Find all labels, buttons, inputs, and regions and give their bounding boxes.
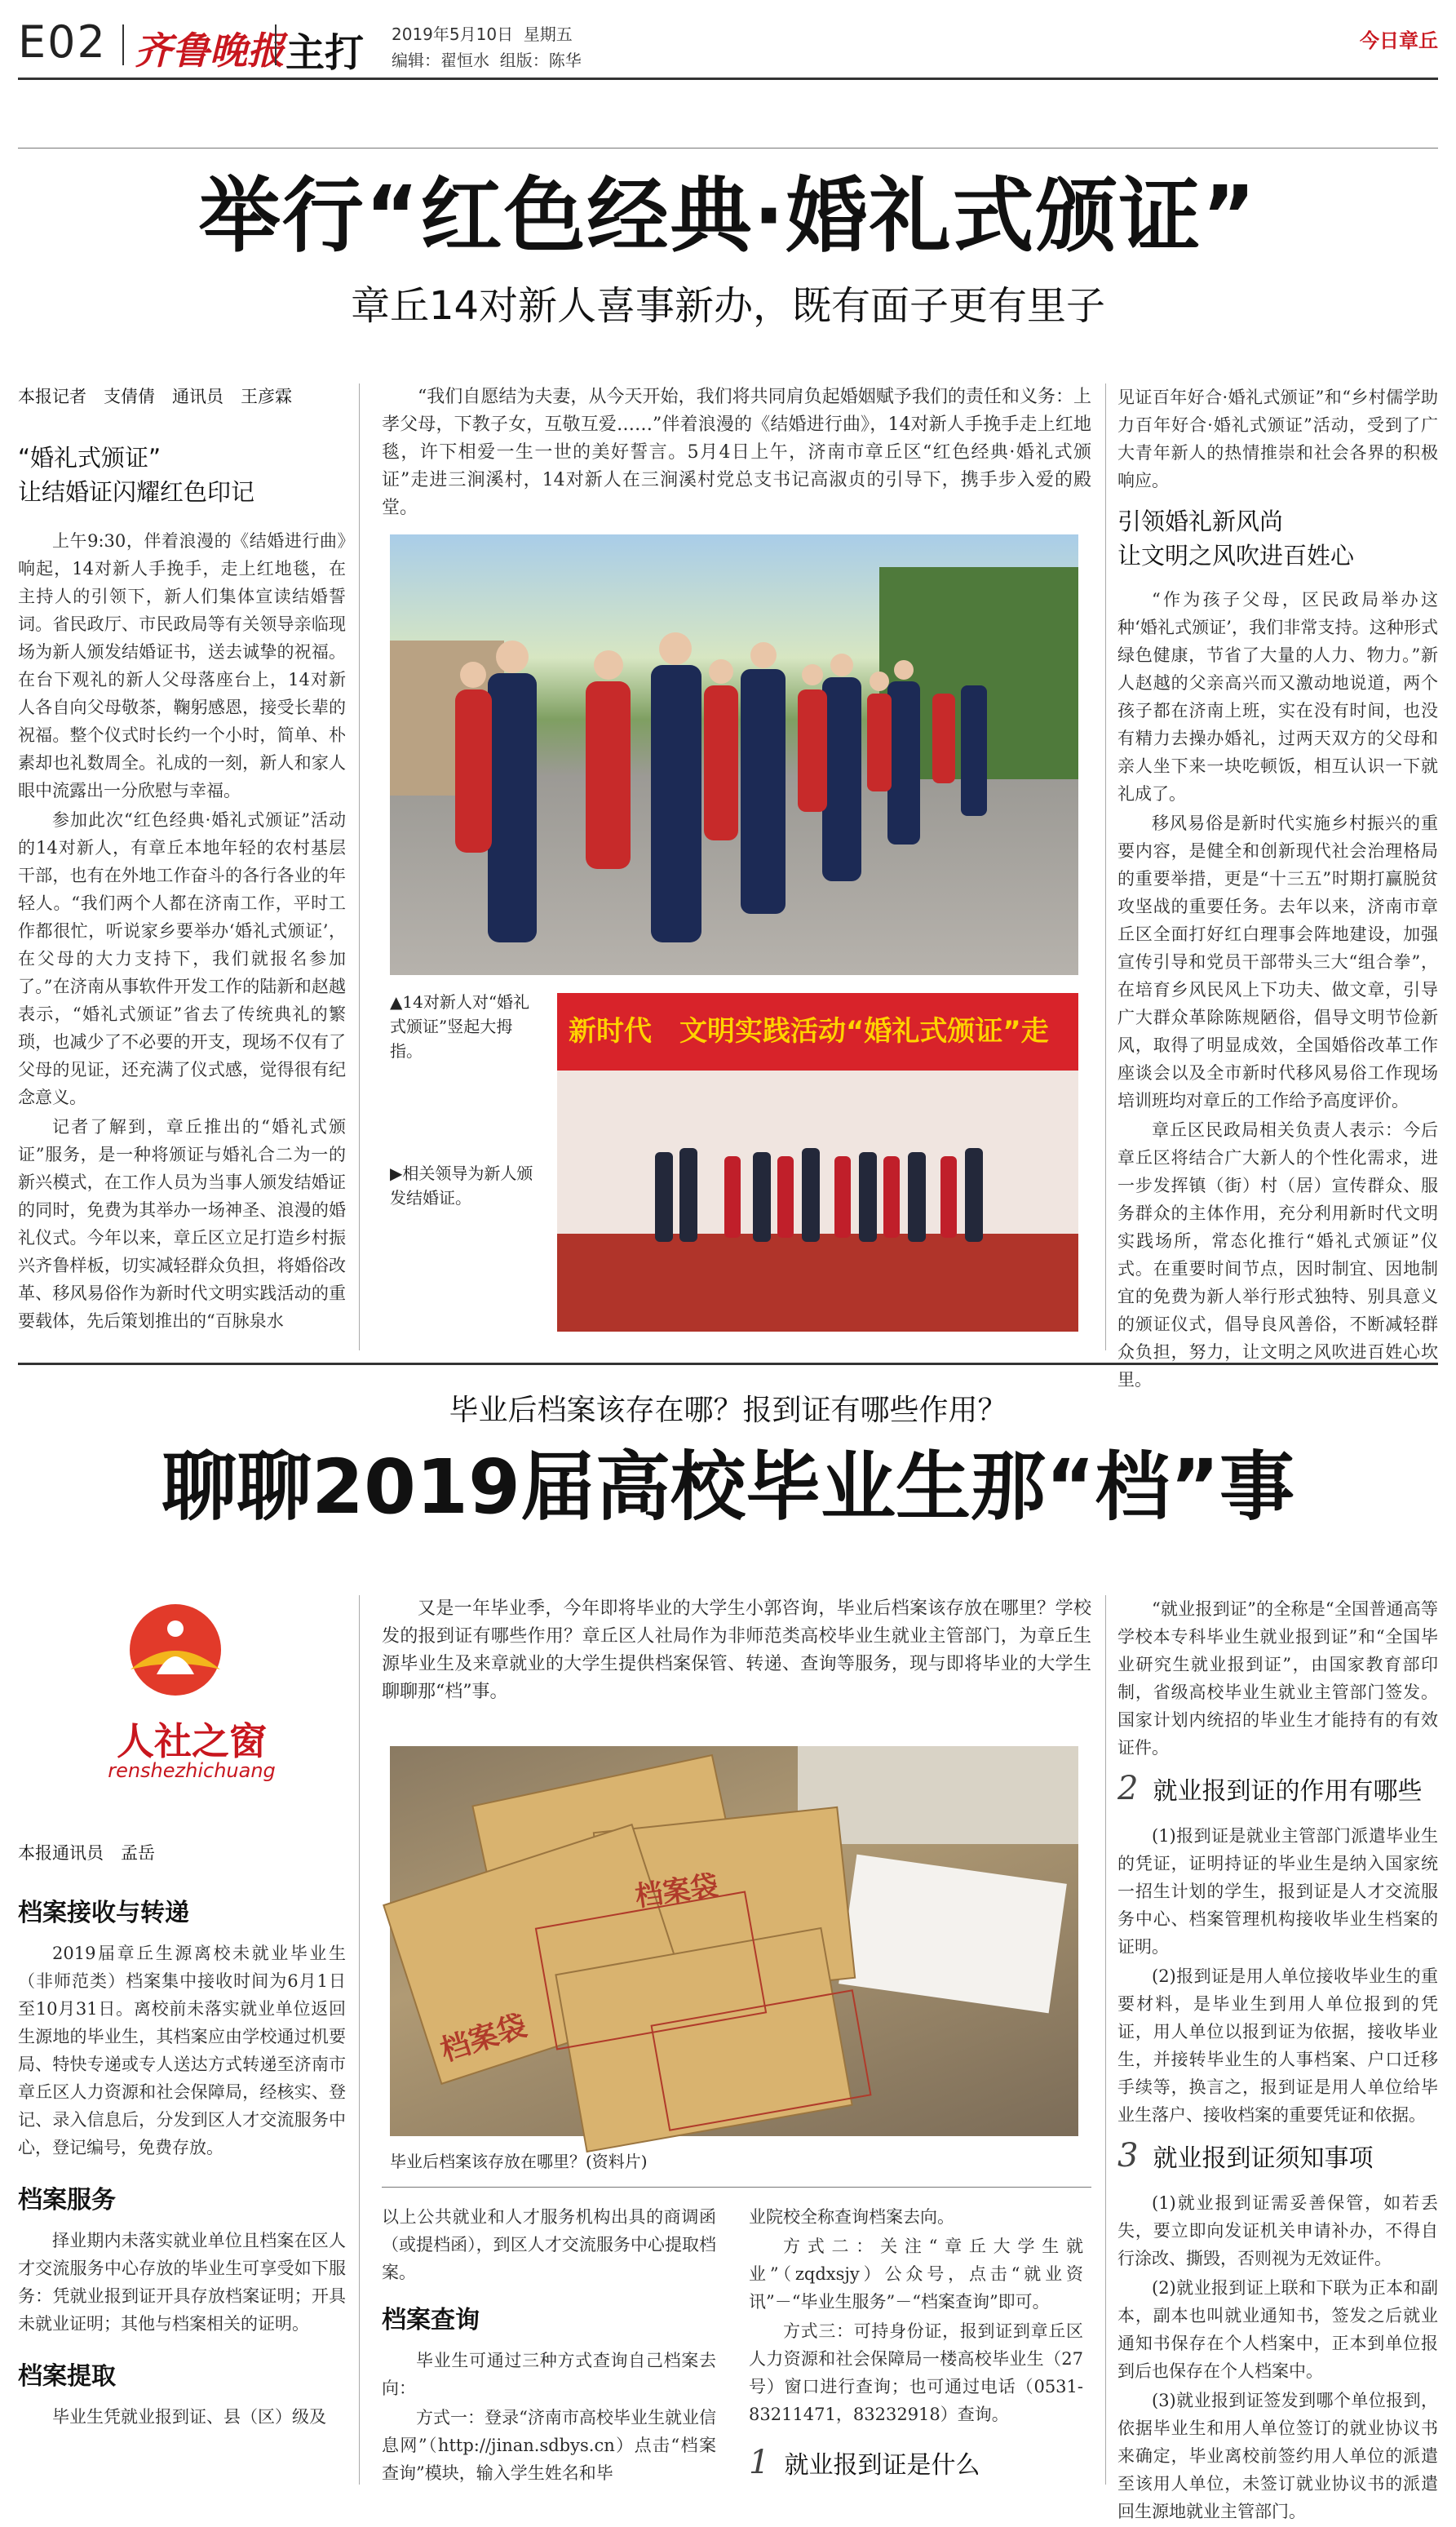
story1-section1-title-line1: “婚礼式颁证” bbox=[18, 444, 162, 472]
issue-date bbox=[392, 21, 573, 45]
story1-section2-title bbox=[1117, 504, 1438, 573]
q1-number: 1 bbox=[749, 2444, 770, 2481]
story2-col3-top: “就业报到证”的全称是“全国普通高等学校本专科毕业生就业报到证”和“全国毕业研究生就业报到证”，由国家教育部印制，省级高校毕业生就业主管部门签发。国家计划内统招的毕业生才能持有的有效证件。 bbox=[1117, 1599, 1438, 1758]
story2-headline: 聊聊2019届高校毕业生那“档”事 bbox=[162, 1443, 1294, 1531]
story1-col1-paragraph: 上午9:30，伴着浪漫的《结婚进行曲》响起，14对新人手挽手，走上红地毯，在主持人的引领下，新人们集体宣读结婚誓词。省民政厅、市民政局等有关领导亲临现场为新人颁发结婚证书，送去诚挚的祝福。在台下观礼的新人父母落座台上，14对新人各自向父母敬茶，鞠躬感恩，接受长辈的祝福。整个仪式时长约一个小时，简单、朴素却也礼数周全。礼成的一刻，新人和家人眼中流露出一分欣慰与幸福。 bbox=[18, 531, 346, 800]
photo1-caption: ▲14对新人对“婚礼式颁证”竖起大拇指。 bbox=[390, 992, 530, 1061]
story1-col1 bbox=[18, 383, 346, 1337]
story2-query-paragraph: 方式一：登录“济南市高校毕业生就业信息网”（http://jinan.sdbys.cn）点击“档案查询”模块，输入学生姓名和毕 bbox=[382, 2408, 716, 2483]
edition-label: 今日章丘 bbox=[1360, 29, 1438, 52]
editor-credit bbox=[392, 47, 582, 71]
story1-col3-paragraph: 移风易俗是新时代实施乡村振兴的重要内容，是健全和创新现代社会治理格局的重要举措，更是“十三五”时期打赢脱贫攻坚战的重要任务。去年以来，济南市章丘区全面打好红白理事会阵地建设，加强宣传引导和党员干部带头三大“组合拳”，在培育乡风民风上下功夫、做文章，引导广大群众革除陈规陋俗，倡导文明节俭新风，取得了明显成效，全国婚俗改革工作座谈会以及全市新时代移风易俗工作现场培训班均对章丘的工作给予高度评价。 bbox=[1117, 814, 1438, 1111]
q3-paragraph: (1)就业报到证需妥善保管，如若丢失，要立即向发证机关申请补办，不得自行涂改、撕毁，否则视为无效证件。 bbox=[1117, 2193, 1438, 2268]
story1-section1-title bbox=[18, 441, 346, 509]
story1-subheadline: 章丘14对新人喜事新办，既有面子更有里子 bbox=[350, 283, 1106, 329]
header-divider-2 bbox=[275, 24, 277, 65]
story-separator bbox=[18, 1363, 1438, 1365]
story2-col2a-continuation: 以上公共就业和人才服务机构出具的商调函（或提档函），到区人才交流服务中心提取档案。 bbox=[382, 2207, 716, 2282]
q3-paragraph: (3)就业报到证签发到哪个单位报到，依据毕业生和用人单位签订的就业协议书来确定，毕业离校前签约用人单位的派遣至该用人单位，未签订就业协议书的派遣回生源地就业主管部门。 bbox=[1117, 2391, 1438, 2521]
story2-paragraph-transfer: 2019届章丘生源离校未就业毕业生（非师范类）档案集中接收时间为6月1日至10月31日。离校前未落实就业单位返回生源地的毕业生，其档案应由学校通过机要局、特快专递或专人送达方式转递至济南市章丘区人力资源和社会保障局，经核实、登记、录入信息后，分发到区人才交流服务中心，登记编号，免费存放。 bbox=[18, 1944, 346, 2157]
q2-paragraph: (2)报到证是用人单位接收毕业生的重要材料，是毕业生到用人单位报到的凭证，用人单位以报到证为依据，接收毕业生，并接转毕业生的人事档案、户口迁移手续等，换言之，报到证是用人单位给毕业生落户、接收档案的重要凭证和依据。 bbox=[1117, 1966, 1438, 2125]
story1-section1-title-line2: 让结婚证闪耀红色印记 bbox=[18, 478, 255, 506]
story1-section2-title-line2: 让文明之风吹进百姓心 bbox=[1117, 542, 1355, 570]
story2-heading-pickup: 档案提取 bbox=[18, 2362, 116, 2391]
page-code: E02 bbox=[18, 16, 107, 68]
q2-title: 就业报到证的作用有哪些 bbox=[1153, 1777, 1423, 1806]
issue-weekday: 星期五 bbox=[523, 24, 573, 44]
story1-section2-title-line1: 引领婚礼新风尚 bbox=[1117, 508, 1284, 535]
story2-col3 bbox=[1117, 1595, 1438, 2527]
story2-col2b-paragraph: 业院校全称查询档案去向。 bbox=[749, 2207, 954, 2227]
story1-col3-paragraph: 章丘区民政局相关负责人表示：今后章丘区将结合广大新人的个性化需求，进一步发挥镇（街）村（居）宣传群众、服务群众的主体作用，充分利用新时代文明实践场所，常态化推行“婚礼式颁证”仪式。在重要时间节点，因时制宜、因地制宜的免费为新人举行形式独特、别具意义的颁证仪式，倡导良风善俗，不断减轻群众负担，努力，让文明之风吹进百姓心坎里。 bbox=[1117, 1120, 1438, 1390]
story2-intro: 又是一年毕业季，今年即将毕业的大学生小郭咨询，毕业后档案该存放在哪里？学校发的报到证有哪些作用？章丘区人社局作为非师范类高校毕业生就业主管部门，为章丘生源毕业生及来章就业的大学生提供档案保管、转递、查询等服务，现与即将毕业的大学生聊聊那“档”事。 bbox=[382, 1598, 1091, 1702]
story2-col-divider-2 bbox=[1105, 1595, 1106, 2485]
story2-byline: 本报通讯员 孟岳 bbox=[18, 1843, 155, 1863]
q2-number: 2 bbox=[1117, 1770, 1139, 1807]
editor-name: 编辑：翟恒水 bbox=[392, 51, 489, 70]
ceremony-illustration bbox=[557, 993, 1078, 1332]
story1-headline: 举行“红色经典·婚礼式颁证” bbox=[198, 168, 1258, 264]
story2-col2-intro bbox=[382, 1595, 1091, 1708]
story1-col2 bbox=[382, 383, 1091, 524]
story1-col1-paragraph: 记者了解到，章丘推出的“婚礼式颁证”服务，是一种将颁证与婚礼合二为一的新兴模式，在工作人员为当事人颁发结婚证的同时，免费为其举办一场神圣、浪漫的婚礼仪式。今年以来，章丘区立足打造乡村振兴齐鲁样板，切实减轻群众负担，将婚俗改革、移风易俗作为新时代文明实践活动的重要载体，先后策划推出的“百脉泉水 bbox=[18, 1117, 346, 1331]
story1-col3-continuation: 见证百年好合·婚礼式颁证”和“乡村儒学助力百年好合·婚礼式颁证”活动，受到了广大青年新人的热情推崇和社会各界的积极响应。 bbox=[1117, 388, 1438, 490]
story2-photo-caption: 毕业后档案该存放在哪里？(资料片) bbox=[390, 2152, 648, 2171]
couples-illustration bbox=[390, 534, 1078, 975]
story1-col-divider-2 bbox=[1105, 383, 1106, 1350]
story1-col-divider-1 bbox=[359, 383, 360, 1350]
story1-col3-paragraph: “作为孩子父母，区民政局举办这种‘婚礼式颁证’，我们非常支持。这种形式绿色健康，节省了大量的人力、物力。”新人赵越的父亲高兴而又激动地说道，两个孩子都在济南上班，实在没有时间，也没有精力去操办婚礼，过两天双方的父母和亲人坐下来一块吃顿饭，相互认识一下就礼成了。 bbox=[1117, 590, 1438, 804]
header-divider-1 bbox=[122, 24, 124, 65]
story2-heading-transfer: 档案接收与转递 bbox=[18, 1899, 189, 1927]
q3-number: 3 bbox=[1117, 2137, 1139, 2175]
section-title: 主打 bbox=[285, 30, 365, 76]
story1-col3 bbox=[1117, 383, 1438, 1390]
folder-label: 档案袋 bbox=[633, 1869, 720, 1913]
q3-heading bbox=[1117, 2137, 1438, 2175]
q1-heading bbox=[749, 2444, 1083, 2481]
story2-heading-service: 档案服务 bbox=[18, 2186, 116, 2214]
ceremony-banner: 新时代 文明实践活动“婚礼式颁证”走 bbox=[557, 993, 1078, 1071]
story1-photo-ceremony bbox=[557, 993, 1078, 1332]
q2-heading bbox=[1117, 1770, 1438, 1807]
story2-paragraph-service: 择业期内未落实就业单位且档案在区人才交流服务中心存放的毕业生可享受如下服务：凭就业报到证开具存放档案证明；开具未就业证明；其他与档案相关的证明。 bbox=[18, 2231, 346, 2334]
photo2-caption: ▶相关领导为新人颁发结婚证。 bbox=[390, 1164, 533, 1208]
story2-col1 bbox=[18, 1840, 346, 2432]
q3-paragraph: (2)就业报到证上联和下联为正本和副本，副本也叫就业通知书，签发之后就业通知书保存在个人档案中，正本到单位报到后也保存在个人档案中。 bbox=[1117, 2278, 1438, 2381]
paper-name-logo: 齐鲁晚报 bbox=[135, 29, 285, 73]
story2-col-divider-1 bbox=[359, 1595, 360, 2485]
story2-kicker: 毕业后档案该存在哪？报到证有哪些作用？ bbox=[449, 1394, 1007, 1427]
photo-caption-rule bbox=[382, 2187, 1091, 2188]
q1-title: 就业报到证是什么 bbox=[784, 2451, 980, 2480]
renshe-logo bbox=[114, 1599, 237, 1705]
q2-paragraph: (1)报到证是就业主管部门派遣毕业生的凭证，证明持证的毕业生是纳入国家统一招生计划的学生，报到证是人才交流服务中心、档案管理机构接收毕业生档案的证明。 bbox=[1117, 1826, 1438, 1957]
story1-byline: 本报记者 支倩倩 通讯员 王彦霖 bbox=[18, 387, 292, 406]
archive-folders-illustration bbox=[390, 1746, 1078, 2136]
header-rule-thin bbox=[18, 148, 1438, 149]
story1-intro: “我们自愿结为夫妻，从今天开始，我们将共同肩负起婚姻赋予我们的责任和义务：上孝父母，下教子女，互敬互爱……”伴着浪漫的《结婚进行曲》，14对新人手挽手走上红地毯，许下相爱一生一世的美好誓言。5月4日上午，济南市章丘区“红色经典·婚礼式颁证”走进三涧溪村，14对新人在三涧溪村党总支书记高淑贞的引导下，携手步入爱的殿堂。 bbox=[382, 387, 1091, 518]
story2-col2a bbox=[382, 2203, 716, 2489]
issue-date-text: 2019年5月10日 bbox=[392, 24, 514, 44]
story2-photo-files bbox=[390, 1746, 1078, 2136]
story2-col2b-paragraph: 方式二：关注“章丘大学生就业”（zqdxsjy）公众号，点击“就业资讯”－“毕业生服务”－“档案查询”即可。 bbox=[749, 2237, 1083, 2312]
story2-query-paragraph: 毕业生可通过三种方式查询自己档案去向： bbox=[382, 2351, 716, 2398]
renshe-emblem-icon bbox=[114, 1599, 237, 1705]
layout-name: 组版：陈华 bbox=[499, 51, 582, 70]
q3-title: 就业报到证须知事项 bbox=[1153, 2144, 1374, 2173]
story2-col2b bbox=[749, 2203, 1083, 2430]
story1-col1-paragraph: 参加此次“红色经典·婚礼式颁证”活动的14对新人，有章丘本地年轻的农村基层干部，也有在外地工作奋斗的各行各业的年轻人。“我们两个人都在济南工作，平时工作都很忙，听说家乡要举办‘婚礼式颁证’，在父母的大力支持下，我们就报名参加了。”在济南从事软件开发工作的陆新和赵越表示，“婚礼式颁证”省去了传统典礼的繁琐，也减少了不必要的开支，现场不仅有了父母的见证，还充满了仪式感，觉得很有纪念意义。 bbox=[18, 810, 346, 1107]
story2-heading-query: 档案查询 bbox=[382, 2306, 480, 2334]
folder-label: 档案袋 bbox=[436, 2008, 531, 2068]
story1-photo-couples bbox=[390, 534, 1078, 975]
story2-col2b-paragraph: 方式三：可持身份证，报到证到章丘区人力资源和社会保障局一楼高校毕业生（27号）窗口进行查询；也可通过电话（0531-83211471，83232918）查询。 bbox=[749, 2321, 1083, 2424]
renshe-logo-pinyin: renshezhichuang bbox=[108, 1759, 276, 1782]
renshe-logo-text: 人社之窗 bbox=[117, 1719, 267, 1763]
story2-paragraph-pickup: 毕业生凭就业报到证、县（区）级及 bbox=[52, 2407, 326, 2427]
header-rule-thick bbox=[18, 78, 1438, 80]
